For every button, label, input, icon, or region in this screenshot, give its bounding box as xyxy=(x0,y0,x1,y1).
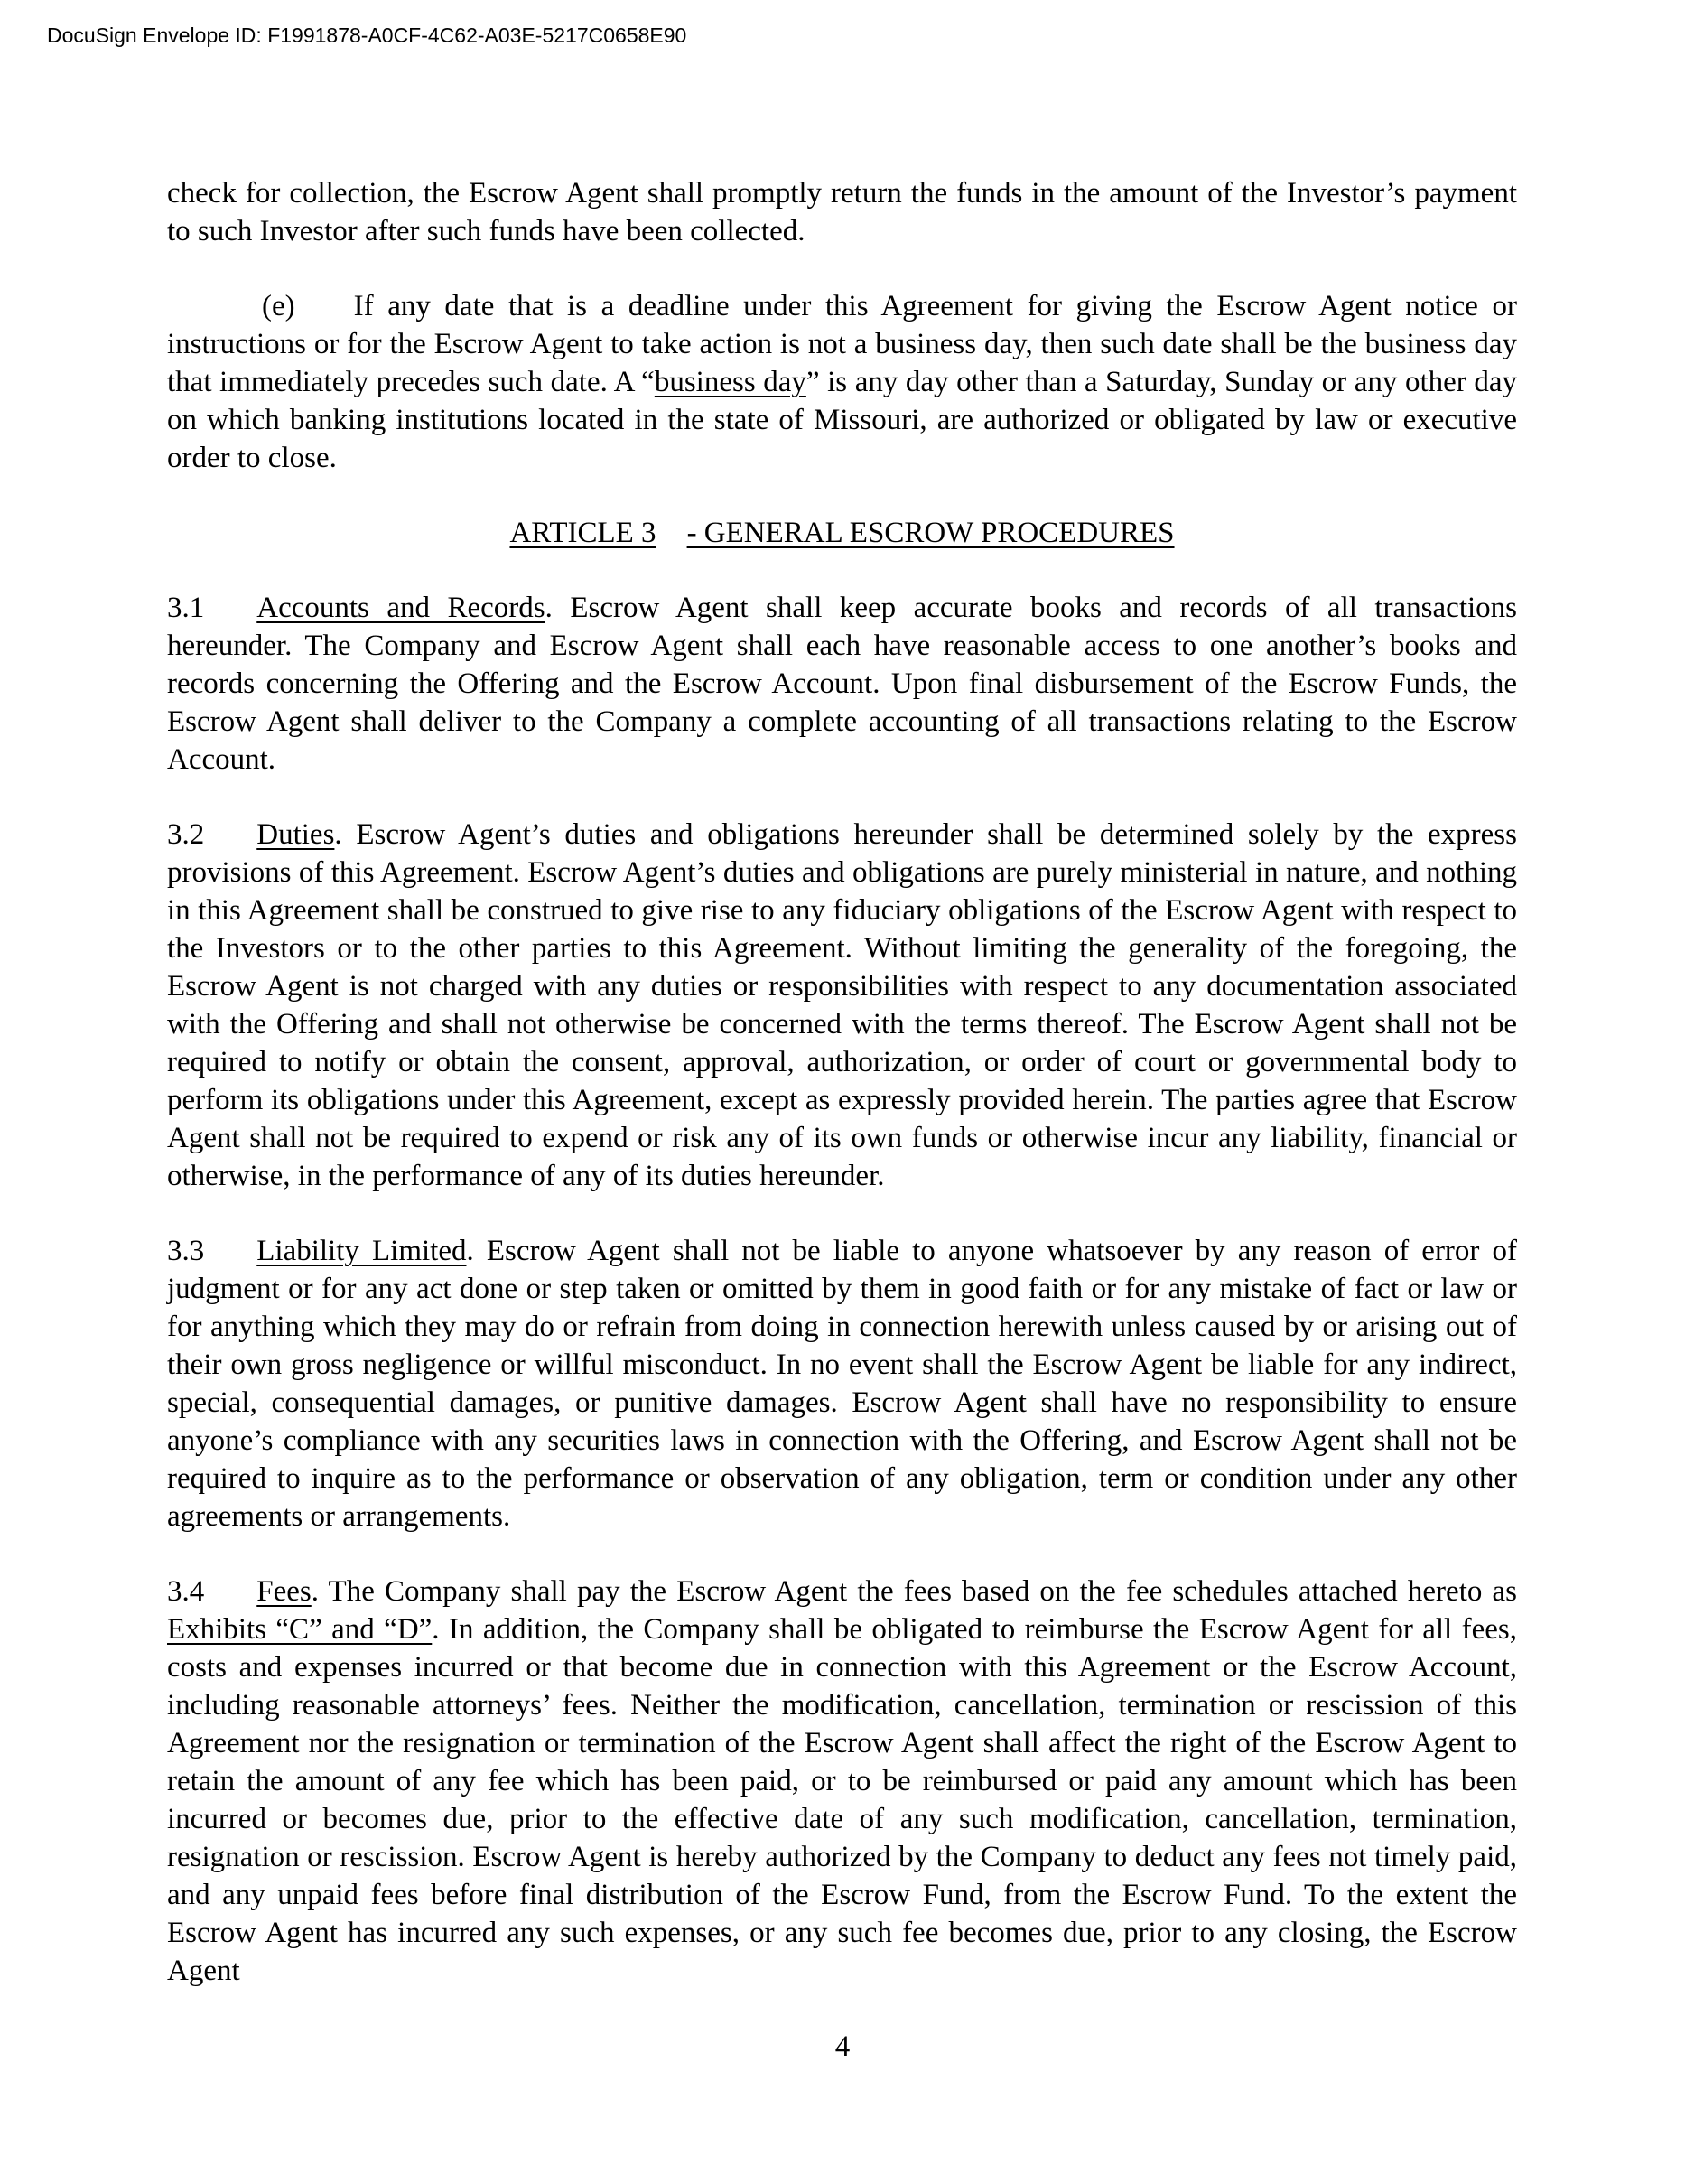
text-run: . Escrow Agent shall not be liable to anyone whatsoever by any reason of error of judgment or for any act done or step taken or omitted by them in good faith or for any mistake of fact or law or for anything which they may do or refrain from doing in connection herewith unless caused by or arising out of their own gross negligence or willful misconduct. In no event shall the Escrow Agent be liable for any indirect, special, consequential damages, or punitive damages. Escrow Agent shall have no responsibility to ensure anyone’s compliance with any securities laws in connection with the Offering, and Escrow Agent shall not be required to inquire as to the performance or observation of any obligation, term or condition under any other agreements or arrangements. xyxy=(167,1235,1517,1533)
section-3-2-duties xyxy=(167,816,1517,1195)
tab-spacer xyxy=(656,541,687,542)
text-run: check for collection, the Escrow Agent shall promptly return the funds in the amount of the Investor’s payment to such Investor after such funds have been collected. xyxy=(167,177,1517,247)
document-body xyxy=(167,174,1517,2027)
tab-spacer xyxy=(204,843,256,844)
text-run: 3.1 xyxy=(167,592,205,624)
section-3-1-accounts-and-records xyxy=(167,589,1517,779)
underlined-text-run: business day xyxy=(654,366,806,398)
paragraph-e xyxy=(167,287,1517,477)
page-number: 4 xyxy=(834,2030,851,2063)
tab-spacer xyxy=(204,616,256,617)
paragraph-continuation xyxy=(167,174,1517,250)
section-3-3-liability-limited xyxy=(167,1232,1517,1535)
text-run: 3.3 xyxy=(167,1235,205,1267)
tab-spacer xyxy=(295,314,354,315)
article-3-heading xyxy=(167,514,1517,552)
underlined-text-run: Liability Limited xyxy=(256,1235,467,1267)
docusign-envelope-id: DocuSign Envelope ID: F1991878-A0CF-4C62-A03E-5217C0658E90 xyxy=(47,23,687,47)
text-run: (e) xyxy=(262,290,295,322)
section-3-4-fees xyxy=(167,1573,1517,1990)
underlined-text-run: Accounts and Records xyxy=(256,592,545,624)
text-run: . In addition, the Company shall be obligated to reimburse the Escrow Agent for all fees, costs and expenses incurred or that become due in connection with this Agreement or the Escrow Account, including reasonable attorneys’ fees. Neither the modification, cancellation, termination or rescission of this Agreement nor the resignation or termination of the Escrow Agent shall affect the right of the Escrow Agent to retain the amount of any fee which has been paid, or to be reimbursed or paid any amount which has been incurred or becomes due, prior to the effective date of any such modification, cancellation, termination, resignation or rescission. Escrow Agent is hereby authorized by the Company to deduct any fees not timely paid, and any unpaid fees before final distribution of the Escrow Fund, from the Escrow Fund. To the extent the Escrow Agent has incurred any such expenses, or any such fee becomes due, prior to any closing, the Escrow Agent xyxy=(167,1613,1517,1987)
tab-spacer xyxy=(204,1600,256,1601)
underlined-text-run: Duties xyxy=(256,818,335,851)
text-run: . Escrow Agent shall keep accurate books and records of all transactions hereunder. The Company and Escrow Agent shall each have reasonable access to one another’s books and records concerning the Offering and the Escrow Account. Upon final disbursement of the Escrow Funds, the Escrow Agent shall deliver to the Company a complete accounting of all transactions relating to the Escrow Account. xyxy=(167,592,1517,776)
underlined-text-run: ARTICLE 3 xyxy=(509,517,656,549)
text-run: 3.2 xyxy=(167,818,205,851)
text-run: . The Company shall pay the Escrow Agent the fees based on the fee schedules attached hereto as xyxy=(311,1575,1517,1608)
underlined-text-run: - GENERAL ESCROW PROCEDURES xyxy=(686,517,1175,549)
text-run: 3.4 xyxy=(167,1575,205,1608)
text-run: . Escrow Agent’s duties and obligations hereunder shall be determined solely by the express provisions of this Agreement. Escrow Agent’s duties and obligations are purely ministerial in nature, and nothing in this Agreement shall be construed to give rise to any fiduciary obligations of the Escrow Agent with respect to the Investors or to the other parties to this Agreement. Without limiting the generality of the foregoing, the Escrow Agent is not charged with any duties or responsibilities with respect to any documentation associated with the Offering and shall not otherwise be concerned with the terms thereof. The Escrow Agent shall not be required to notify or obtain the consent, approval, authorization, or order of court or governmental body to perform its obligations under this Agreement, except as expressly provided herein. The parties agree that Escrow Agent shall not be required to expend or risk any of its own funds or otherwise incur any liability, financial or otherwise, in the performance of any of its duties hereunder. xyxy=(167,818,1517,1192)
underlined-text-run: Exhibits “C” and “D” xyxy=(167,1613,433,1646)
tab-spacer xyxy=(204,1259,256,1260)
underlined-text-run: Fees xyxy=(256,1575,312,1608)
text-run: ” is any day other than a Saturday, Sunday or any other day on which banking institutions located in the state of Missouri, are authorized or obligated by law or executive order to close. xyxy=(167,366,1517,474)
text-run: If any date that is a deadline under this Agreement for giving the Escrow Agent notice or instructions or for the Escrow Agent to take action is not a business day, then such date shall be the business day that immediately precedes such date. A “ xyxy=(167,290,1517,398)
